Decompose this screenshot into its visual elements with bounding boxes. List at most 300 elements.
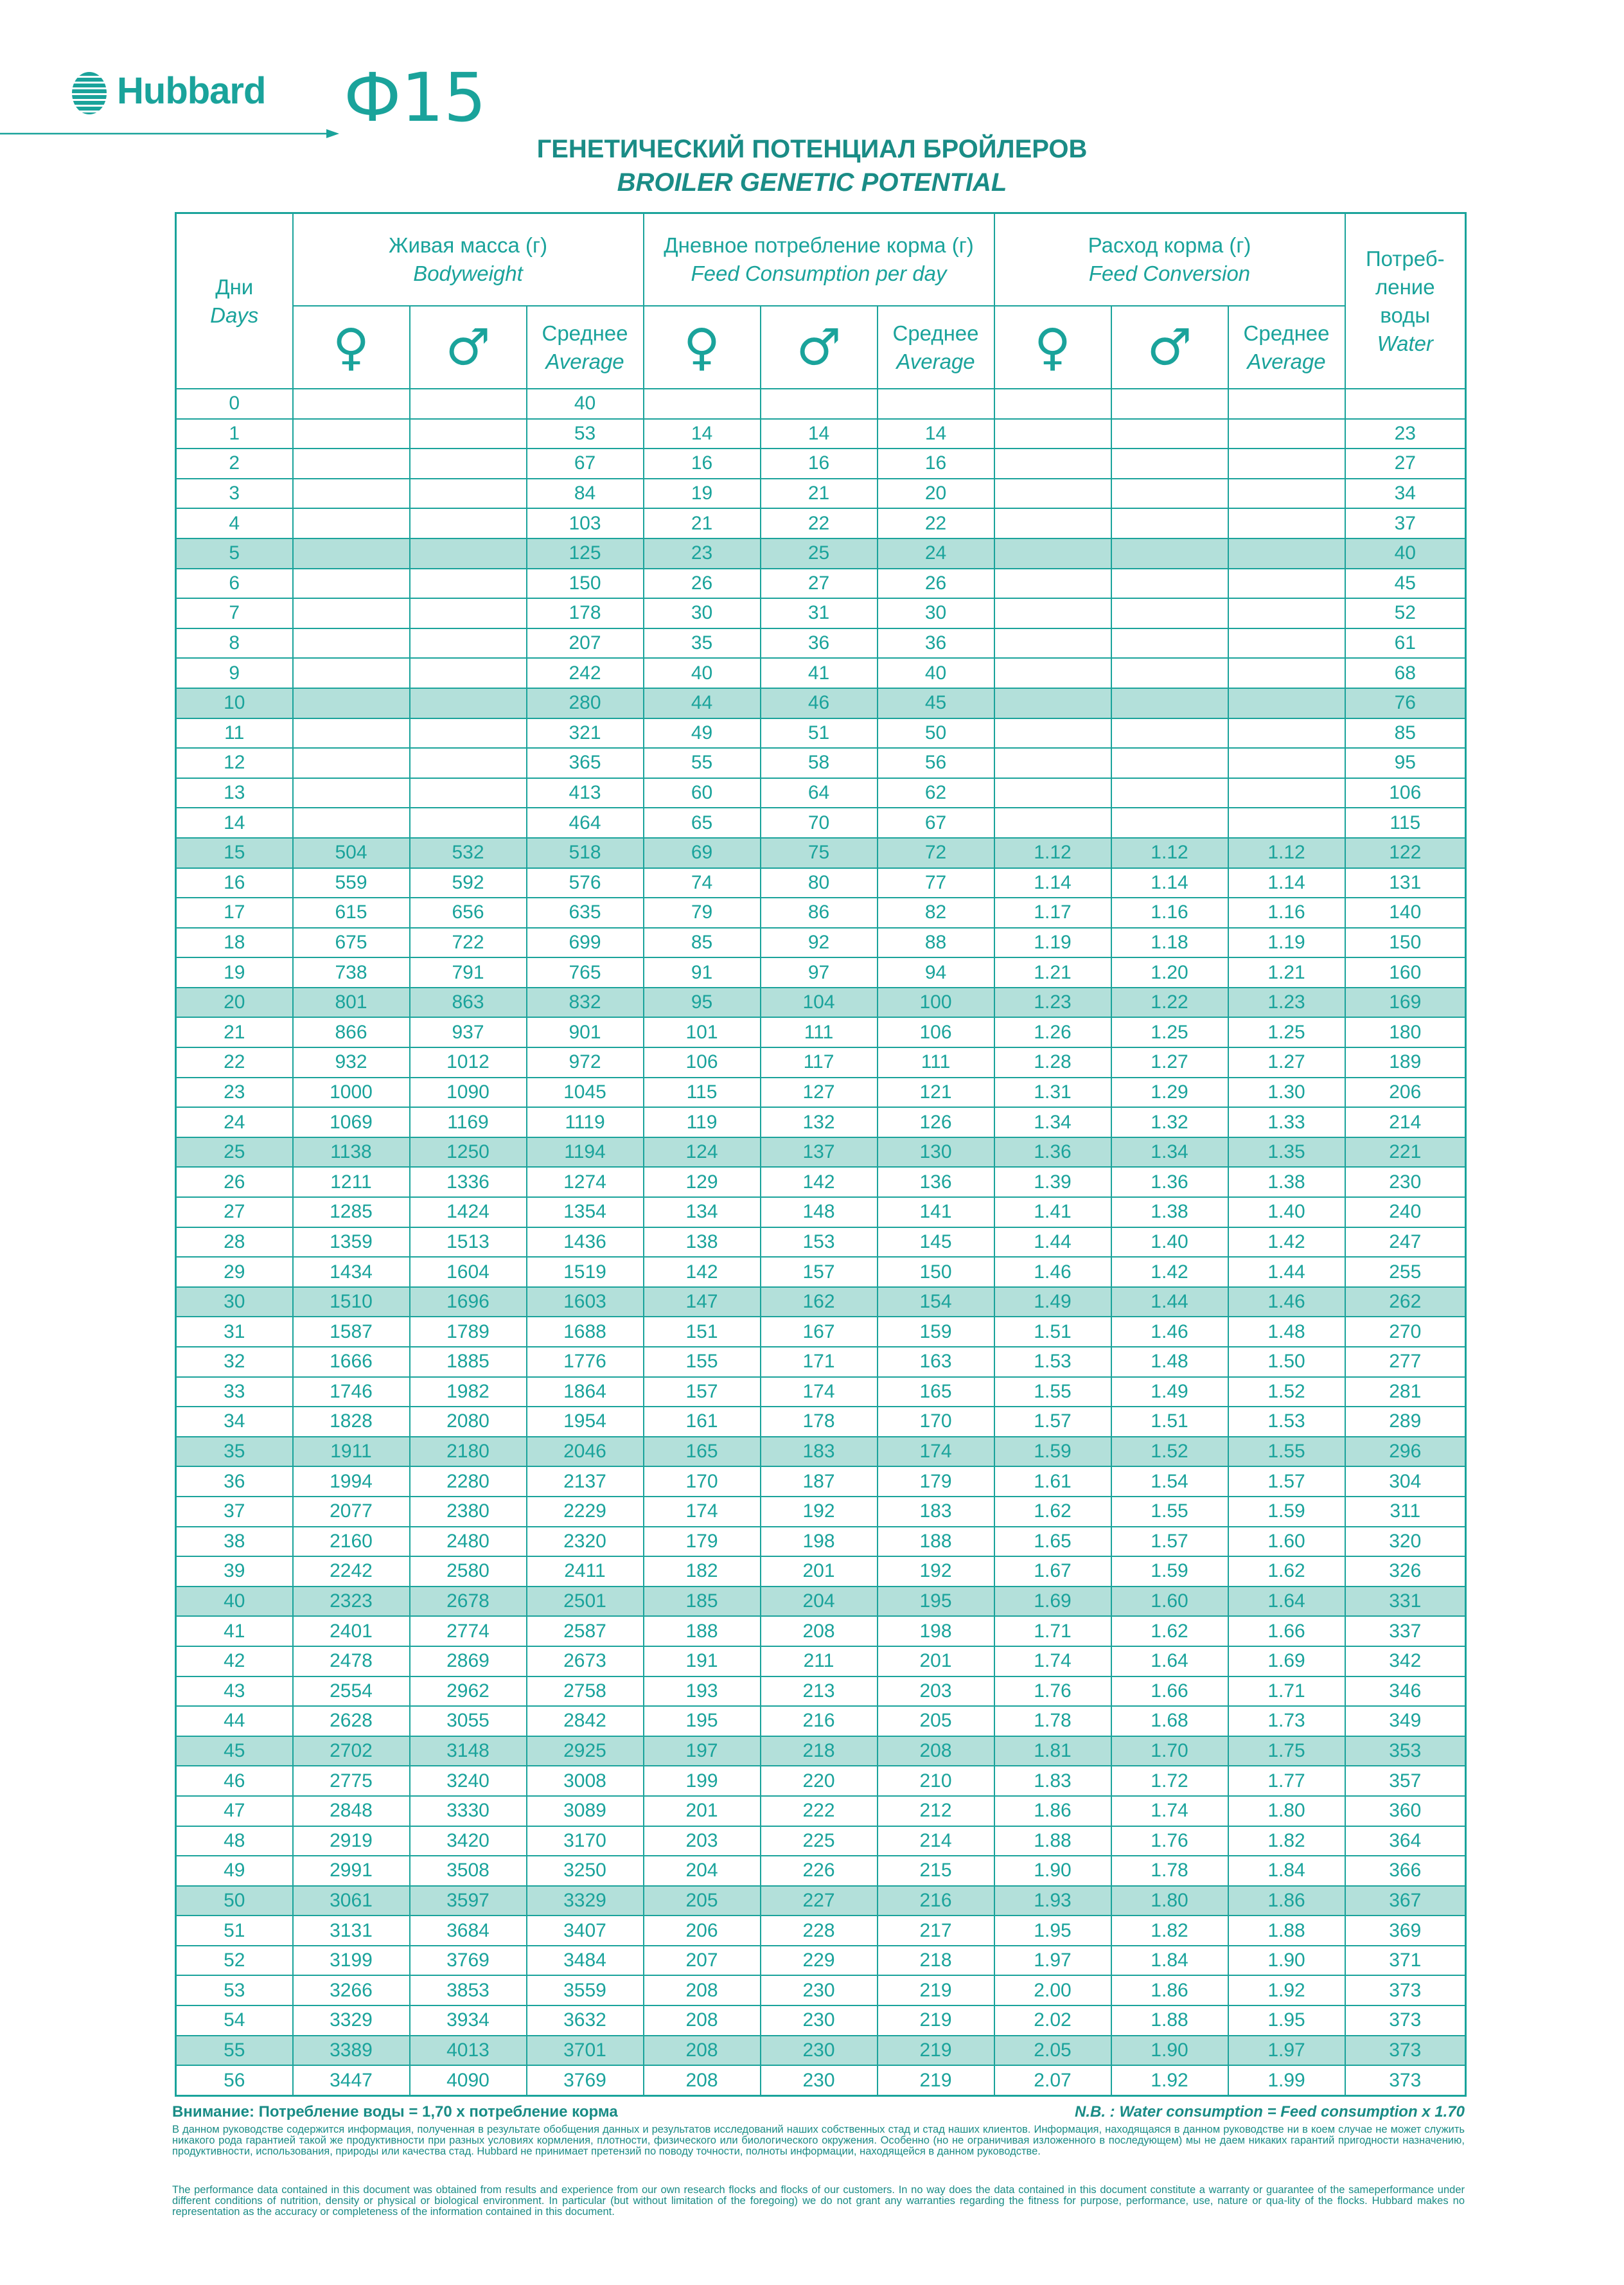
- table-cell: 1436: [527, 1227, 644, 1258]
- table-cell: 201: [644, 1796, 761, 1826]
- table-cell: 311: [1345, 1497, 1466, 1527]
- table-cell: 219: [878, 1975, 994, 2005]
- table-cell: 1.25: [1228, 1017, 1345, 1047]
- table-cell: 3266: [293, 1975, 410, 2005]
- table-cell: 23: [644, 538, 761, 569]
- table-cell: 1.64: [1228, 1587, 1345, 1617]
- table-cell: 1.65: [994, 1527, 1111, 1557]
- table-cell: 13: [176, 778, 293, 808]
- table-cell: 656: [410, 898, 527, 928]
- table-cell: 34: [1345, 479, 1466, 509]
- table-row: [176, 748, 1466, 778]
- table-cell: 615: [293, 898, 410, 928]
- fc-female-header: [644, 306, 761, 389]
- table-cell: 163: [878, 1347, 994, 1377]
- table-row: [176, 778, 1466, 808]
- table-cell: 1.38: [1111, 1197, 1228, 1227]
- table-cell: 24: [176, 1107, 293, 1137]
- table-cell: 1.71: [1228, 1676, 1345, 1707]
- table-cell: 1982: [410, 1377, 527, 1407]
- table-cell: 1.73: [1228, 1706, 1345, 1736]
- table-cell: 51: [761, 718, 878, 749]
- table-cell: 147: [644, 1287, 761, 1317]
- table-cell: 532: [410, 838, 527, 868]
- table-cell: 165: [878, 1377, 994, 1407]
- table-row: [176, 569, 1466, 599]
- average-label-ru: Среднее: [542, 321, 628, 345]
- table-row: [176, 1437, 1466, 1467]
- table-cell: 52: [1345, 598, 1466, 628]
- table-cell: [1111, 419, 1228, 449]
- table-cell: 1.29: [1111, 1078, 1228, 1108]
- table-cell: 3330: [410, 1796, 527, 1826]
- fc-average-header: [878, 306, 994, 389]
- table-cell: [410, 508, 527, 538]
- table-cell: [1228, 569, 1345, 599]
- table-cell: 1.99: [1228, 2065, 1345, 2095]
- table-row: [176, 1527, 1466, 1557]
- table-cell: 230: [761, 2036, 878, 2066]
- table-cell: 738: [293, 957, 410, 988]
- table-cell: 1424: [410, 1197, 527, 1227]
- table-row: [176, 1407, 1466, 1437]
- table-cell: [1228, 389, 1345, 419]
- table-cell: 41: [761, 658, 878, 688]
- table-cell: 1.40: [1111, 1227, 1228, 1258]
- table-cell: 230: [761, 2005, 878, 2036]
- table-cell: [994, 479, 1111, 509]
- table-cell: 1604: [410, 1257, 527, 1287]
- table-cell: 150: [1345, 928, 1466, 958]
- table-cell: [410, 449, 527, 479]
- table-cell: 3559: [527, 1975, 644, 2005]
- table-cell: 1885: [410, 1347, 527, 1377]
- table-cell: 197: [644, 1736, 761, 1766]
- table-cell: 2758: [527, 1676, 644, 1707]
- water-header: [1345, 213, 1466, 389]
- table-cell: 1513: [410, 1227, 527, 1258]
- table-cell: 51: [176, 1916, 293, 1946]
- table-cell: 157: [644, 1377, 761, 1407]
- table-row: [176, 898, 1466, 928]
- table-cell: 220: [761, 1766, 878, 1796]
- table-cell: 29: [176, 1257, 293, 1287]
- table-cell: 2587: [527, 1616, 644, 1646]
- table-cell: 1.82: [1228, 1826, 1345, 1856]
- table-row: [176, 838, 1466, 868]
- table-cell: 1.34: [994, 1107, 1111, 1137]
- table-cell: 1.90: [994, 1856, 1111, 1886]
- table-cell: 866: [293, 1017, 410, 1047]
- table-cell: 1.92: [1111, 2065, 1228, 2095]
- table-cell: 3199: [293, 1946, 410, 1976]
- table-cell: 937: [410, 1017, 527, 1047]
- table-cell: 331: [1345, 1587, 1466, 1617]
- table-cell: 14: [761, 419, 878, 449]
- table-cell: 1.40: [1228, 1197, 1345, 1227]
- table-cell: 226: [761, 1856, 878, 1886]
- table-cell: 2080: [410, 1407, 527, 1437]
- table-cell: [293, 449, 410, 479]
- table-cell: 765: [527, 957, 644, 988]
- table-cell: 76: [1345, 688, 1466, 718]
- table-cell: 225: [761, 1826, 878, 1856]
- table-cell: [293, 389, 410, 419]
- table-cell: [994, 419, 1111, 449]
- table-cell: 95: [644, 988, 761, 1018]
- table-cell: [1111, 658, 1228, 688]
- table-row: [176, 598, 1466, 628]
- table-cell: 326: [1345, 1556, 1466, 1587]
- water-header-ru-2: ление: [1375, 274, 1435, 299]
- table-cell: [1228, 778, 1345, 808]
- table-cell: 35: [644, 628, 761, 659]
- table-cell: 192: [878, 1556, 994, 1587]
- table-cell: 3447: [293, 2065, 410, 2095]
- table-row: [176, 957, 1466, 988]
- table-cell: 20: [176, 988, 293, 1018]
- table-cell: 37: [1345, 508, 1466, 538]
- table-cell: 67: [878, 808, 994, 838]
- table-cell: 26: [878, 569, 994, 599]
- table-cell: [994, 778, 1111, 808]
- table-cell: 222: [761, 1796, 878, 1826]
- table-cell: 130: [878, 1137, 994, 1168]
- fcr-male-header: [1111, 306, 1228, 389]
- days-header-en: Days: [210, 303, 259, 327]
- table-cell: [410, 718, 527, 749]
- table-cell: 219: [878, 2065, 994, 2095]
- table-row: [176, 479, 1466, 509]
- table-cell: 1.60: [1228, 1527, 1345, 1557]
- table-cell: 14: [176, 808, 293, 838]
- table-cell: 214: [1345, 1107, 1466, 1137]
- table-cell: 1.78: [1111, 1856, 1228, 1886]
- feed-conversion-header-en: Feed Conversion: [1088, 262, 1251, 285]
- table-cell: 160: [1345, 957, 1466, 988]
- table-cell: 1510: [293, 1287, 410, 1317]
- table-cell: 221: [1345, 1137, 1466, 1168]
- table-cell: 240: [1345, 1197, 1466, 1227]
- table-cell: [293, 569, 410, 599]
- table-cell: 205: [878, 1706, 994, 1736]
- table-cell: 1776: [527, 1347, 644, 1377]
- table-cell: 64: [761, 778, 878, 808]
- table-cell: 3089: [527, 1796, 644, 1826]
- hubbard-logo: [71, 64, 340, 122]
- table-cell: 72: [878, 838, 994, 868]
- table-cell: 1.52: [1111, 1437, 1228, 1467]
- table-cell: 1789: [410, 1317, 527, 1347]
- table-cell: 1.16: [1111, 898, 1228, 928]
- table-cell: 2919: [293, 1826, 410, 1856]
- table-cell: 40: [1345, 538, 1466, 569]
- table-cell: 1012: [410, 1047, 527, 1078]
- table-cell: 1.80: [1228, 1796, 1345, 1826]
- table-cell: 1.49: [1111, 1377, 1228, 1407]
- table-cell: 2501: [527, 1587, 644, 1617]
- table-cell: 373: [1345, 2065, 1466, 2095]
- table-row: [176, 1317, 1466, 1347]
- table-cell: 16: [176, 868, 293, 898]
- table-row: [176, 658, 1466, 688]
- table-cell: 3934: [410, 2005, 527, 2036]
- table-cell: 2137: [527, 1466, 644, 1497]
- table-cell: 36: [761, 628, 878, 659]
- table-cell: 1587: [293, 1317, 410, 1347]
- table-cell: 1.93: [994, 1886, 1111, 1916]
- table-cell: 1090: [410, 1078, 527, 1108]
- table-cell: 863: [410, 988, 527, 1018]
- table-cell: 104: [761, 988, 878, 1018]
- table-cell: 14: [878, 419, 994, 449]
- table-cell: 1359: [293, 1227, 410, 1258]
- table-cell: 1.12: [994, 838, 1111, 868]
- table-cell: 1.83: [994, 1766, 1111, 1796]
- table-cell: 213: [761, 1676, 878, 1707]
- table-cell: [410, 628, 527, 659]
- table-cell: 1.34: [1111, 1137, 1228, 1168]
- table-cell: 1.51: [994, 1317, 1111, 1347]
- table-cell: 208: [644, 1975, 761, 2005]
- table-row: [176, 1556, 1466, 1587]
- table-cell: 1696: [410, 1287, 527, 1317]
- table-cell: 75: [761, 838, 878, 868]
- table-cell: 36: [176, 1466, 293, 1497]
- female-icon: ♀: [1034, 318, 1072, 377]
- table-cell: 12: [176, 748, 293, 778]
- table-cell: 1.97: [1228, 2036, 1345, 2066]
- table-cell: 464: [527, 808, 644, 838]
- table-cell: 1.51: [1111, 1407, 1228, 1437]
- table-cell: 3: [176, 479, 293, 509]
- table-cell: 1.14: [1228, 868, 1345, 898]
- table-cell: 180: [1345, 1017, 1466, 1047]
- table-cell: 84: [527, 479, 644, 509]
- table-cell: [1228, 688, 1345, 718]
- table-cell: 216: [878, 1886, 994, 1916]
- table-cell: [293, 718, 410, 749]
- table-cell: 151: [644, 1317, 761, 1347]
- table-cell: 1.88: [1228, 1916, 1345, 1946]
- table-cell: [1111, 508, 1228, 538]
- table-cell: 8: [176, 628, 293, 659]
- table-cell: 138: [644, 1227, 761, 1258]
- table-row: [176, 389, 1466, 419]
- table-cell: 45: [878, 688, 994, 718]
- table-cell: 210: [878, 1766, 994, 1796]
- table-row: [176, 628, 1466, 659]
- table-cell: 1911: [293, 1437, 410, 1467]
- table-cell: 281: [1345, 1377, 1466, 1407]
- bodyweight-header: [293, 213, 644, 307]
- table-cell: 3240: [410, 1766, 527, 1796]
- table-cell: 3407: [527, 1916, 644, 1946]
- table-row: [176, 1047, 1466, 1078]
- table-cell: 1138: [293, 1137, 410, 1168]
- table-cell: 188: [644, 1616, 761, 1646]
- table-cell: 2848: [293, 1796, 410, 1826]
- table-cell: 230: [1345, 1167, 1466, 1197]
- table-cell: 1.77: [1228, 1766, 1345, 1796]
- table-cell: 1285: [293, 1197, 410, 1227]
- table-cell: 171: [761, 1347, 878, 1377]
- table-cell: 50: [176, 1886, 293, 1916]
- table-cell: [293, 778, 410, 808]
- table-row: [176, 1706, 1466, 1736]
- table-cell: 1.86: [1111, 1975, 1228, 2005]
- product-name: Ф15: [344, 58, 486, 137]
- table-cell: 1: [176, 419, 293, 449]
- table-cell: 103: [527, 508, 644, 538]
- table-cell: 3131: [293, 1916, 410, 1946]
- table-cell: 1.86: [994, 1796, 1111, 1826]
- table-cell: 699: [527, 928, 644, 958]
- table-cell: 2.07: [994, 2065, 1111, 2095]
- table-cell: 2160: [293, 1527, 410, 1557]
- table-cell: 24: [878, 538, 994, 569]
- table-cell: [410, 658, 527, 688]
- table-cell: 360: [1345, 1796, 1466, 1826]
- table-row: [176, 508, 1466, 538]
- table-row: [176, 1766, 1466, 1796]
- table-cell: 2480: [410, 1527, 527, 1557]
- water-header-ru-1: Потреб-: [1365, 246, 1445, 271]
- table-cell: [410, 419, 527, 449]
- average-label-en: Average: [545, 349, 624, 373]
- feed-consumption-header: [644, 213, 994, 307]
- table-cell: 1.44: [1111, 1287, 1228, 1317]
- table-cell: 675: [293, 928, 410, 958]
- table-cell: 2628: [293, 1706, 410, 1736]
- table-cell: 1.18: [1111, 928, 1228, 958]
- table-cell: 111: [761, 1017, 878, 1047]
- table-cell: 191: [644, 1646, 761, 1676]
- table-cell: [1228, 808, 1345, 838]
- table-cell: 174: [761, 1377, 878, 1407]
- table-cell: 2925: [527, 1736, 644, 1766]
- table-row: [176, 1227, 1466, 1258]
- table-cell: 19: [176, 957, 293, 988]
- table-cell: 28: [176, 1227, 293, 1258]
- table-cell: 2673: [527, 1646, 644, 1676]
- table-row: [176, 808, 1466, 838]
- table-cell: 9: [176, 658, 293, 688]
- table-cell: 3769: [410, 1946, 527, 1976]
- table-row: [176, 1257, 1466, 1287]
- table-cell: 1.42: [1228, 1227, 1345, 1258]
- table-cell: [293, 748, 410, 778]
- table-cell: 1.22: [1111, 988, 1228, 1018]
- table-cell: 353: [1345, 1736, 1466, 1766]
- table-cell: 19: [644, 479, 761, 509]
- table-cell: [410, 748, 527, 778]
- table-cell: 1688: [527, 1317, 644, 1347]
- table-cell: 1.64: [1111, 1646, 1228, 1676]
- table-row: [176, 449, 1466, 479]
- table-cell: 16: [878, 449, 994, 479]
- table-cell: 198: [878, 1616, 994, 1646]
- table-cell: 1169: [410, 1107, 527, 1137]
- table-cell: [1228, 598, 1345, 628]
- table-cell: 2: [176, 449, 293, 479]
- table-row: [176, 1676, 1466, 1707]
- table-cell: [994, 718, 1111, 749]
- table-cell: [1111, 808, 1228, 838]
- table-cell: 119: [644, 1107, 761, 1137]
- bw-female-header: [293, 306, 410, 389]
- table-cell: 2991: [293, 1856, 410, 1886]
- male-icon: ♂: [445, 318, 491, 377]
- table-cell: 337: [1345, 1616, 1466, 1646]
- table-cell: 208: [878, 1736, 994, 1766]
- table-cell: 296: [1345, 1437, 1466, 1467]
- table-cell: 106: [1345, 778, 1466, 808]
- disclaimer-en: The performance data contained in this document was obtained from results and experience from our own research flocks and flocks of our customers. In no way does the data contained in this document constitute a warranty or guarantee of the sameperformance under different conditions of nutrition, density or physical or biological environment. In particular (but without limitation of the foregoing) we do not grant any warranties regarding the fitness for purpose, performance, use, nature or qua-lity of the flocks. Hubbard makes no representation as the accuracy or completeness of the information contained in this document.: [172, 2184, 1465, 2218]
- average-label-en: Average: [1247, 349, 1326, 373]
- table-cell: 1274: [527, 1167, 644, 1197]
- table-cell: 1.36: [994, 1137, 1111, 1168]
- table-cell: 16: [644, 449, 761, 479]
- table-cell: [1111, 569, 1228, 599]
- table-cell: 357: [1345, 1766, 1466, 1796]
- fc-male-header: [761, 306, 878, 389]
- table-cell: 1.69: [1228, 1646, 1345, 1676]
- table-cell: 2280: [410, 1466, 527, 1497]
- table-cell: [1228, 479, 1345, 509]
- table-cell: 1.69: [994, 1587, 1111, 1617]
- table-cell: 1.49: [994, 1287, 1111, 1317]
- table-cell: 1.12: [1111, 838, 1228, 868]
- table-cell: [1111, 538, 1228, 569]
- table-cell: 1.44: [1228, 1257, 1345, 1287]
- table-cell: [410, 808, 527, 838]
- table-row: [176, 1616, 1466, 1646]
- table-cell: 2180: [410, 1437, 527, 1467]
- table-cell: 320: [1345, 1527, 1466, 1557]
- table-cell: 74: [644, 868, 761, 898]
- table-cell: 206: [1345, 1078, 1466, 1108]
- table-cell: 65: [644, 808, 761, 838]
- table-cell: 69: [644, 838, 761, 868]
- table-cell: 373: [1345, 1975, 1466, 2005]
- table-cell: 1.21: [1228, 957, 1345, 988]
- table-cell: 1954: [527, 1407, 644, 1437]
- table-cell: 1.48: [1111, 1347, 1228, 1377]
- table-cell: [994, 688, 1111, 718]
- table-cell: 169: [1345, 988, 1466, 1018]
- table-cell: 2554: [293, 1676, 410, 1707]
- table-cell: 7: [176, 598, 293, 628]
- table-cell: 1.33: [1228, 1107, 1345, 1137]
- feed-conversion-header-ru: Расход корма (г): [1088, 233, 1251, 257]
- table-cell: [410, 389, 527, 419]
- table-cell: 193: [644, 1676, 761, 1707]
- table-cell: 1.59: [1228, 1497, 1345, 1527]
- table-cell: [1228, 718, 1345, 749]
- table-cell: 97: [761, 957, 878, 988]
- table-cell: 129: [644, 1167, 761, 1197]
- table-cell: 207: [644, 1946, 761, 1976]
- table-cell: 1.55: [1111, 1497, 1228, 1527]
- table-cell: 2774: [410, 1616, 527, 1646]
- table-cell: 52: [176, 1946, 293, 1976]
- table-cell: 1.90: [1111, 2036, 1228, 2066]
- table-cell: 36: [878, 628, 994, 659]
- table-cell: 1603: [527, 1287, 644, 1317]
- table-cell: 1.68: [1111, 1706, 1228, 1736]
- table-cell: 270: [1345, 1317, 1466, 1347]
